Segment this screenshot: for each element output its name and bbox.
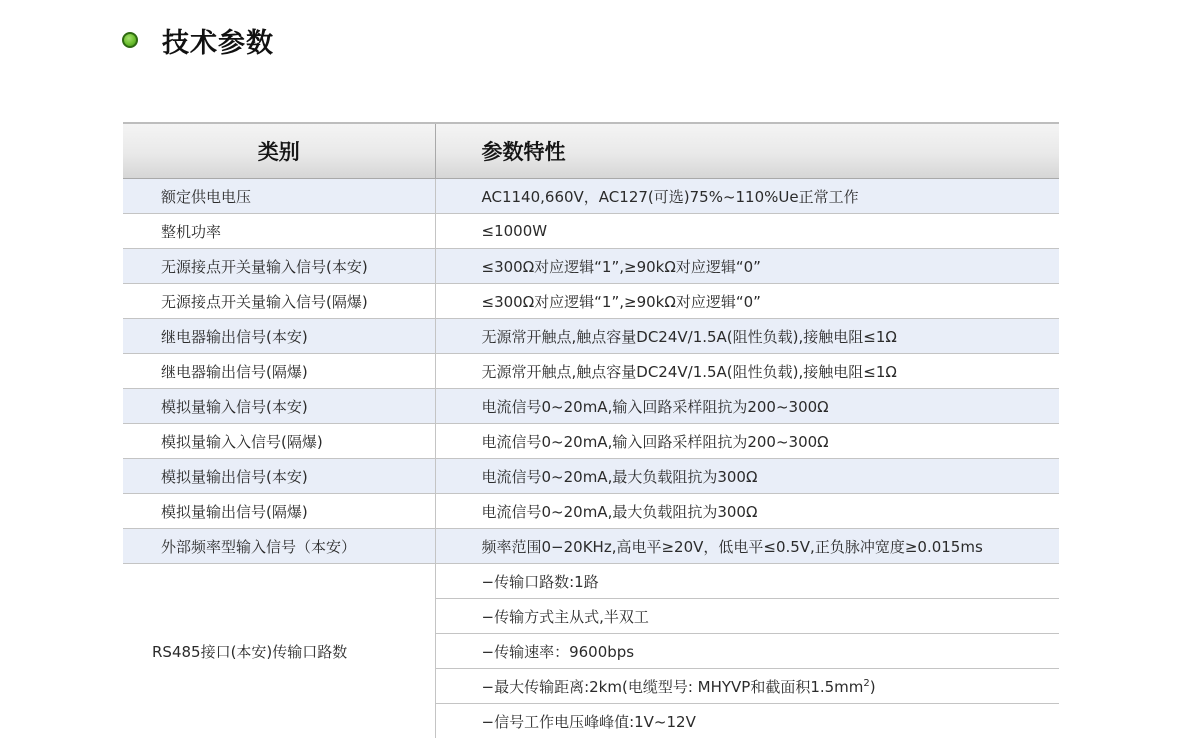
- rs485-value: [435, 669, 1059, 704]
- table-row: [123, 424, 1059, 459]
- table-row: [123, 179, 1059, 214]
- table-row: [123, 389, 1059, 424]
- spec-table: [123, 122, 1059, 738]
- table-header-row: [123, 123, 1059, 179]
- row-category: 模拟量输入信号(本安): [123, 389, 435, 424]
- rs485-value: −传输速率：9600bps: [435, 634, 1059, 669]
- row-value: 无源常开触点,触点容量DC24V/1.5A(阻性负载),接触电阻≤1Ω: [435, 354, 1059, 389]
- row-value: 频率范围0−20KHz,高电平≥20V，低电平≤0.5V,正负脉冲宽度≥0.015ms: [435, 529, 1059, 564]
- row-value: ≤1000W: [435, 214, 1059, 249]
- rs485-category: RS485接口(本安)传输口路数: [123, 564, 435, 738]
- closing-paren-text: ): [870, 678, 876, 696]
- row-category: 无源接点开关量输入信号(隔爆): [123, 284, 435, 319]
- rs485-value: −传输口路数:1路: [435, 564, 1059, 599]
- section-title: 技术参数: [162, 21, 274, 60]
- table-row: [123, 494, 1059, 529]
- header-parameter: 参数特性: [435, 123, 1059, 179]
- rs485-value: −传输方式主从式,半双工: [435, 599, 1059, 634]
- rs485-distance-text: −最大传输距离:2km(电缆型号: MHYVP和截面积1.5mm: [482, 678, 864, 696]
- row-category: 整机功率: [123, 214, 435, 249]
- table-row: [123, 214, 1059, 249]
- superscript-text: 2: [863, 678, 869, 689]
- row-category: 继电器输出信号(隔爆): [123, 354, 435, 389]
- table-row: [123, 249, 1059, 284]
- bullet-icon: [122, 32, 138, 48]
- table-row: [123, 319, 1059, 354]
- row-category: 外部频率型输入信号（本安）: [123, 529, 435, 564]
- table-row: [123, 284, 1059, 319]
- row-category: 模拟量输出信号(本安): [123, 459, 435, 494]
- row-category: 无源接点开关量输入信号(本安): [123, 249, 435, 284]
- table-row: [123, 529, 1059, 564]
- row-value: AC1140,660V，AC127(可选)75%~110%Ue正常工作: [435, 179, 1059, 214]
- row-value: ≤300Ω对应逻辑“1”,≥90kΩ对应逻辑“0”: [435, 249, 1059, 284]
- section-header: [122, 20, 274, 60]
- row-category: 模拟量输出信号(隔爆): [123, 494, 435, 529]
- row-value: 电流信号0~20mA,最大负载阻抗为300Ω: [435, 459, 1059, 494]
- header-category: 类别: [123, 123, 435, 179]
- row-category: 模拟量输入入信号(隔爆): [123, 424, 435, 459]
- row-category: 继电器输出信号(本安): [123, 319, 435, 354]
- row-value: 电流信号0~20mA,输入回路采样阻抗为200~300Ω: [435, 424, 1059, 459]
- table-row: [123, 459, 1059, 494]
- row-value: 无源常开触点,触点容量DC24V/1.5A(阻性负载),接触电阻≤1Ω: [435, 319, 1059, 354]
- row-value: 电流信号0~20mA,最大负载阻抗为300Ω: [435, 494, 1059, 529]
- row-value: 电流信号0~20mA,输入回路采样阻抗为200~300Ω: [435, 389, 1059, 424]
- row-category: 额定供电电压: [123, 179, 435, 214]
- table-row: [123, 354, 1059, 389]
- row-value: ≤300Ω对应逻辑“1”,≥90kΩ对应逻辑“0”: [435, 284, 1059, 319]
- table-row-rs485: [123, 564, 1059, 599]
- rs485-value: −信号工作电压峰峰值:1V~12V: [435, 704, 1059, 738]
